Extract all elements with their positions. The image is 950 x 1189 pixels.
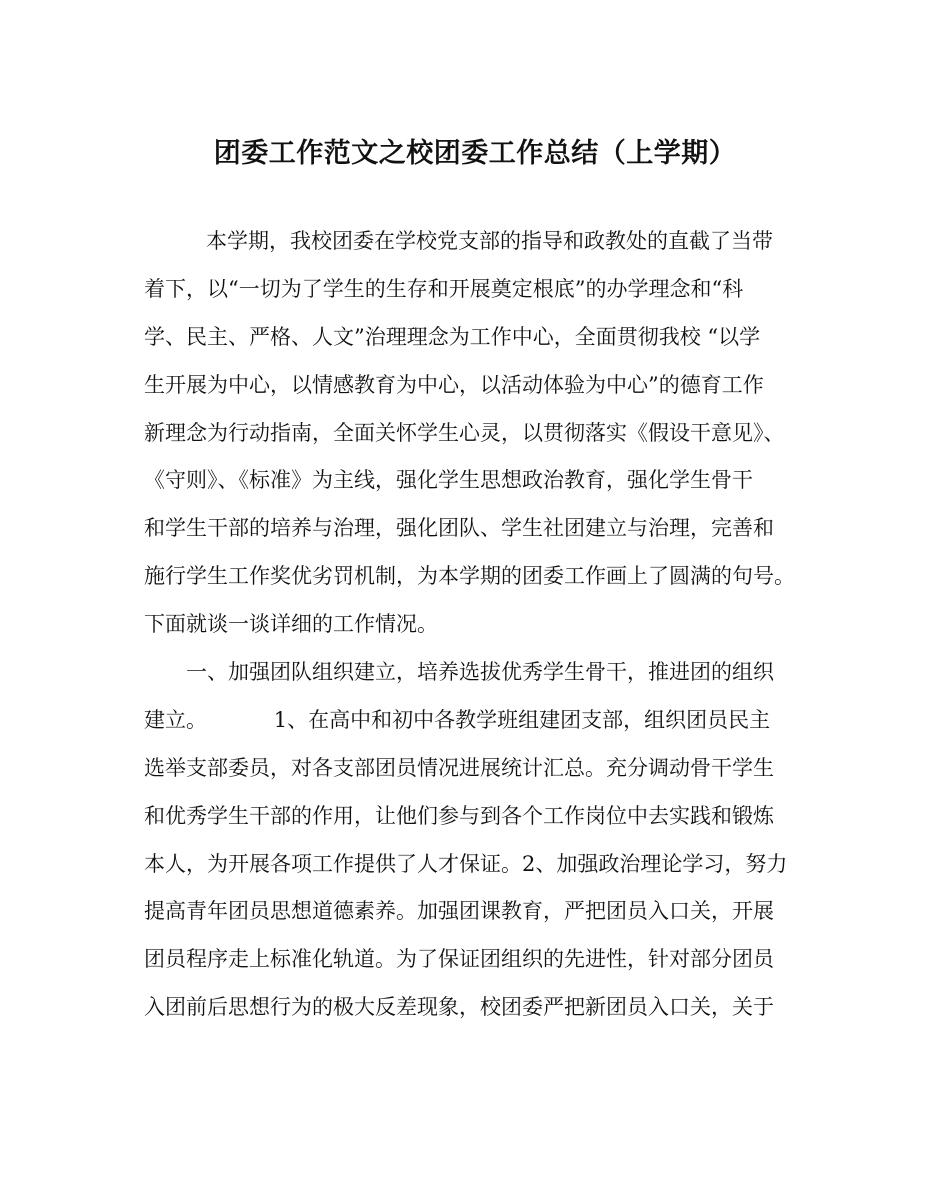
paragraph-line: 选举支部委员，对各支部团员情况进展统计汇总。充分调动骨干学生 (144, 755, 774, 780)
paragraph-line: 建立。 1、在高中和初中各教学班组建团支部，组织团员民主 (144, 707, 771, 732)
document-body (144, 218, 816, 1032)
document-title: 团委工作范文之校团委工作总结（上学期） (213, 138, 737, 169)
paragraph-line: 和学生干部的培养与治理，强化团队、学生社团建立与治理，完善和 (144, 516, 774, 541)
paragraph-line: 和优秀学生干部的作用，让他们参与到各个工作岗位中去实践和锻炼 (144, 803, 774, 828)
paragraph-line: 学、民主、严格、人文”治理理念为工作中心，全面贯彻我校 “以学 (144, 324, 761, 349)
paragraph-line: 本人，为开展各项工作提供了人才保证。2、加强政治理论学习，努力 (144, 851, 788, 876)
paragraph-line: 着下，以“一切为了学生的生存和开展奠定根底”的办学理念和“科 (144, 276, 744, 301)
paragraph-line: 入团前后思想行为的极大反差现象，校团委严把新团员入口关，关于 (144, 995, 774, 1020)
paragraph-line: 新理念为行动指南，全面关怀学生心灵，以贯彻落实《假设干意见》、 (144, 420, 785, 445)
paragraph-line: 施行学生工作奖优劣罚机制，为本学期的团委工作画上了圆满的句号。 (144, 564, 795, 589)
paragraph-line: 团员程序走上标准化轨道。为了保证团组织的先进性，针对部分团员 (144, 947, 774, 972)
paragraph-line: 《守则》、《标准》为主线，强化学生思想政治教育，强化学生骨干 (144, 468, 753, 493)
paragraph-line: 下面就谈一谈详细的工作情况。 (144, 612, 438, 637)
paragraph-line: 生开展为中心，以情感教育为中心，以活动体验为中心”的德育工作 (144, 372, 764, 397)
paragraph-line: 本学期，我校团委在学校党支部的指导和政教处的直截了当带 (206, 229, 773, 253)
paragraph-line: 提高青年团员思想道德素养。加强团课教育，严把团员入口关，开展 (144, 899, 774, 924)
section-heading-line: 一、加强团队组织建立，培养选拔优秀学生骨干，推进团的组织 (186, 660, 774, 685)
